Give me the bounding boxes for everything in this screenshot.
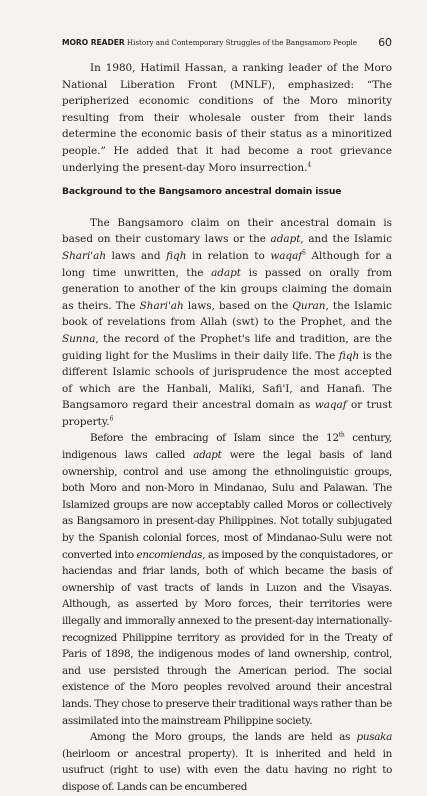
paragraph-3: Before the embracing of Islam since the 12th century, indigenous laws called adapt were the legal basis of land ownership, control and use among the ethnolinguistic groups, both Moro and non-Moro in Mindanao, Sulu and Palawan. The Islamized groups are now acceptably called Moros or collectively as Bangsamoro in present-day Philippines. Not totally subjugated by the Spanish colonial forces, most of Mindanao-Sulu were not converted into encomiendas, as imposed by the conquistadores, or haciendas and friar lands, both of which became the basis of ownership of vast tracts of lands in Luzon and the Visayas. Although, as asserted by Moro forces, their territories were illegally and immorally annexed to the present-day internationally-recognized Philippine territory as provided for in the Treaty of Paris of 1898, the indigenous modes of land ownership, control, and use persisted through the American period. The social existence of the Moro peoples revolved around their ancestral lands. They chose to preserve their traditional ways rather than be assimilated into the mainstream Philippine society. — [62, 432, 392, 727]
running-title: MORO READER — [62, 38, 125, 47]
paragraph-2: The Bangsamoro claim on their ancestral domain is based on their customary laws or the adapt, and the Islamic Shari'ah laws and fiqh in relation to waqaf$^5$ Although for a long time unwritten, the adapt is passed on orally from generation to another of the kin groups claiming the domain as theirs. The Shari'ah laws, based on the Quran, the Islamic book of revelations from Allah (swt) to the Prophet, and the Sunna, the record of the Prophet's life and tradition, are the guiding light for the Muslims in their daily life. The fiqh is the different Islamic schools of jurisprudence the most accepted of which are the Hanbali, Maliki, Safi'I, and Hanafi. The Bangsamoro regard their ancestral domain as waqaf or trust property.$^6$ — [62, 216, 393, 428]
running-subtitle: History and Contemporary Struggles of the Bangsamoro People — [126, 38, 358, 47]
footnote-ref-4: 4 — [307, 161, 312, 169]
body-text — [62, 60, 392, 796]
running-header — [62, 38, 392, 54]
paragraph-4: Among the Moro groups, the lands are held as pusaka (heirloom or ancestral property). It is inherited and held in usufruct (right to use) with even the datu having no right to dispose of. Lands can be encumbered — [62, 731, 392, 793]
paragraph-1: In 1980, Hatimil Hassan, a ranking leader of the Moro National Liberation Front (MNLF), emphasized: “The peripherized economic conditions of the Moro minority resulting from their wholesale ouster from their lands determine the economic basis of their status as a minoritized people.” He added that it had become a root grievance underlying the present-day Moro insurrection.$^4$ — [62, 62, 392, 174]
footnote-ref-6: 6 — [109, 415, 114, 423]
page-number: 60 — [378, 36, 392, 49]
footnote-ref-5: 5 — [302, 249, 306, 257]
section-heading: Background to the Bangsamoro ancestral domain issue — [62, 186, 342, 198]
